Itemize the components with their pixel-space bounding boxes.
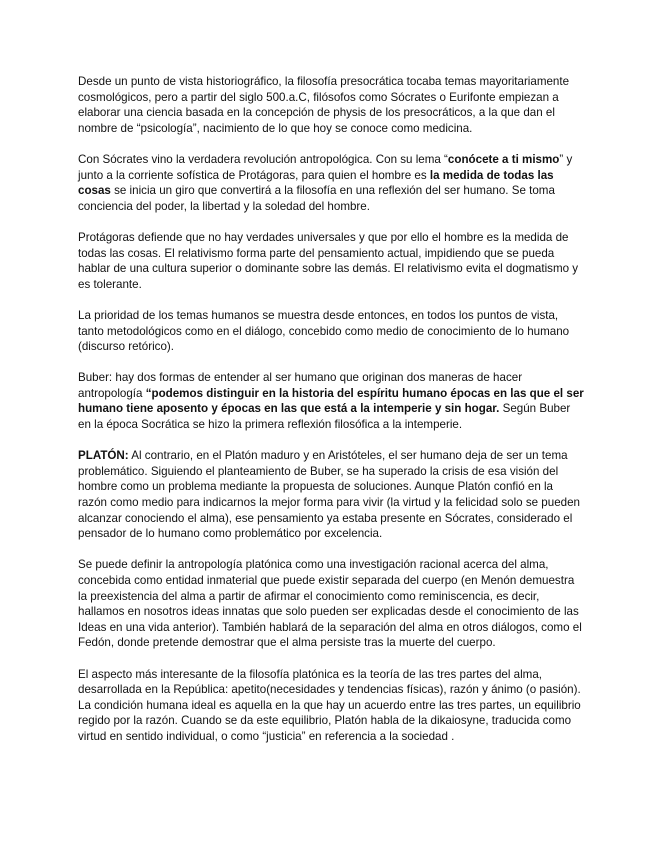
text-segment: Con Sócrates vino la verdadera revolución antropológica. Con su lema “ — [78, 152, 448, 166]
text-segment: Protágoras defiende que no hay verdades universales y que por ello el hombre es la medida de todas las cosas. El relativismo forma parte del pensamiento actual, impidiendo que se pueda hablar de una cultura superior o dominante sobre las demás. El relativismo evita el dogmatismo y es tolerante. — [78, 230, 579, 291]
text-segment: La prioridad de los temas humanos se muestra desde entonces, en todos los puntos de vista, tanto metodológicos como en el diálogo, concebido como medio de conocimiento de lo humano (discurso retórico). — [78, 308, 570, 354]
text-segment: Según Buber en la época Socrática se hizo la primera reflexión filosófica a la intemperie. — [78, 402, 571, 432]
paragraph-protagoras — [78, 230, 585, 292]
paragraph-platon — [78, 448, 585, 542]
paragraph-three-parts-soul — [78, 667, 585, 745]
text-segment: Desde un punto de vista historiográfico, la filosofía presocrática tocaba temas mayoritariamente cosmológicos, pero a partir del siglo 500.a.C, filósofos como Sócrates o Eurifonte empiezan a elaborar una ciencia basada en la concepción de physis de los presocráticos, a la que dan el nombre de “psicología”, nacimiento de lo que hoy se conoce como medicina. — [78, 75, 570, 135]
bold-quote: “podemos distinguir en la historia del espíritu humano épocas en las que el ser humano tiene aposento y épocas en las que está a la intemperie y sin hogar. — [78, 386, 584, 416]
text-segment: ” y junto a la corriente sofística de Protágoras, para quien el hombre es — [78, 152, 573, 182]
text-segment: Al contrario, en el Platón maduro y en Aristóteles, el ser humano deja de ser un tema problemático. Siguiendo el planteamiento de Buber, se ha superado la crisis de esa visión del hombre como un problema mediante la propuesta de soluciones. Aunque Platón confió en la razón como medio para indicarnos la mejor forma para vivir (la virtud y la felicidad solo se pueden alcanzar conociendo el alma), ese pensamiento ya estaba presente en Sócrates, considerado el pensador de lo humano como problemático por excelencia. — [78, 449, 580, 541]
paragraph-buber — [78, 370, 585, 432]
paragraph-platonic-anthropology — [78, 557, 585, 651]
text-segment: Buber: hay dos formas de entender al ser humano que originan dos maneras de hacer antropología — [78, 371, 523, 400]
paragraph-socratic-revolution — [78, 152, 585, 214]
paragraph-presocratic-philosophy — [78, 74, 585, 136]
text-segment: se inicia un giro que convertirá a la filosofía en una reflexión del ser humano. Se toma conciencia del poder, la libertad y la soledad del hombre. — [78, 184, 555, 213]
bold-heading-platon: PLATÓN: — [78, 449, 129, 463]
text-segment: El aspecto más interesante de la filosofía platónica es la teoría de las tres partes del alma, desarrollada en la República: apetito(necesidades y tendencias físicas), razón y ánimo (o pasión). La condición humana ideal es aquella en la que hay un acuerdo entre las tres partes, un equilibrio regido por la razón. Cuando se da este equilibrio, Platón habla de la dikaiosyne, traducida como virtud en sentido individual, o como “justicia” en referencia a la sociedad . — [78, 667, 581, 743]
bold-phrase: la medida de todas las cosas — [78, 168, 554, 198]
paragraph-human-topics — [78, 308, 585, 355]
bold-motto: conócete a ti mismo — [447, 152, 560, 166]
text-segment: Se puede definir la antropología platónica como una investigación racional acerca del alma, concebida como entidad inmaterial que puede existir separada del cuerpo (en Menón demuestra la preexistencia del alma a partir de afirmar el conocimiento como reminiscencia, es decir, hallamos en nosotros ideas innatas que solo pueden ser explicadas desde el conocimiento de las Ideas en una vida anterior). También hablará de la separación del alma en otros diálogos, como el Fedón, donde pretende demostrar que el alma persiste tras la muerte del cuerpo. — [78, 558, 582, 650]
